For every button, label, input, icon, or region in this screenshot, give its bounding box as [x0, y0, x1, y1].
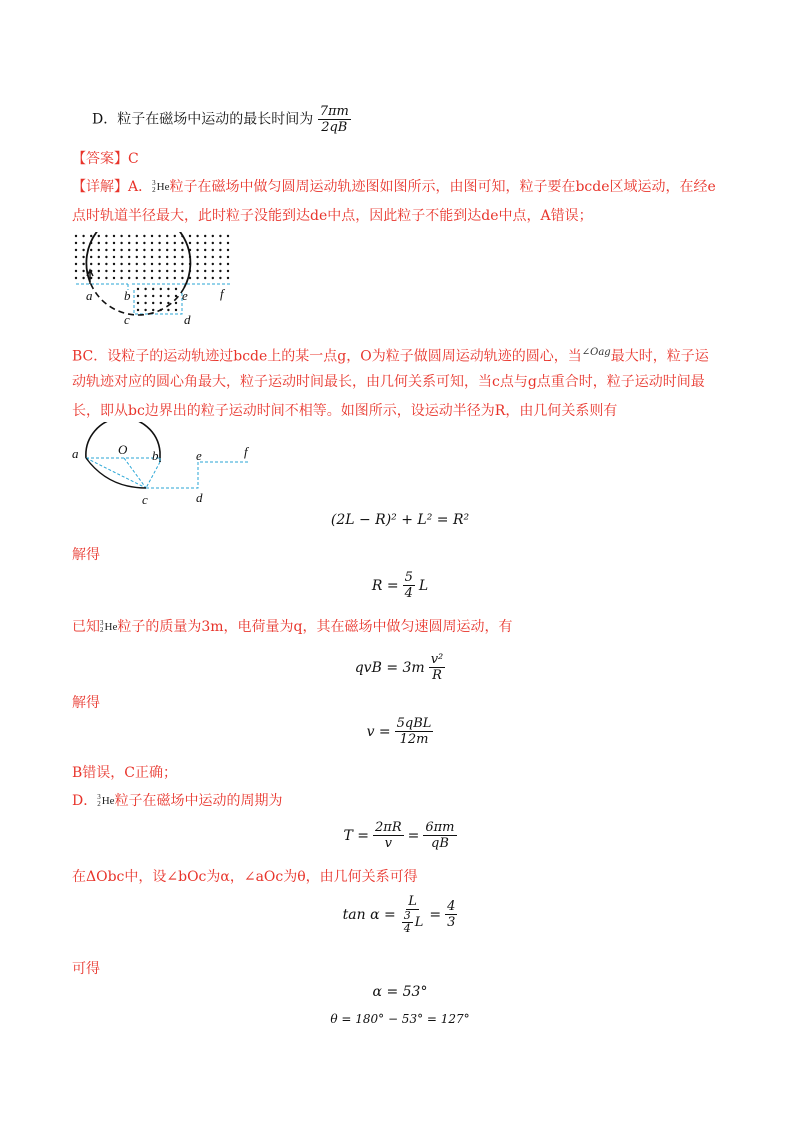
field-dot — [144, 295, 146, 297]
eq2-den: 4 — [404, 586, 413, 601]
field-dot — [167, 288, 169, 290]
field-dot — [136, 249, 138, 251]
field-dot — [204, 235, 206, 237]
option-d-den: 2qB — [321, 120, 348, 135]
eq2-tail: L — [418, 577, 429, 594]
field-dot — [75, 277, 77, 279]
helium-isotope-2 — [100, 614, 117, 640]
fig1-label-b: b — [124, 288, 131, 303]
fig1-label-e: e — [182, 288, 188, 303]
field-dot — [113, 270, 115, 272]
field-dot — [174, 249, 176, 251]
field-dot — [128, 242, 130, 244]
field-dot — [98, 242, 100, 244]
field-dot — [158, 256, 160, 258]
field-dot — [120, 242, 122, 244]
field-dot — [143, 235, 145, 237]
eq6-mid: = — [429, 906, 442, 923]
field-dot — [144, 302, 146, 304]
equation-1: (2L − R)² + L² = R² — [330, 512, 470, 528]
eq4-num: 5qBL — [396, 716, 432, 731]
field-dot — [227, 242, 229, 244]
field-dot — [204, 249, 206, 251]
field-dot — [120, 263, 122, 265]
field-dot — [143, 270, 145, 272]
field-dot — [158, 249, 160, 251]
field-dot — [75, 242, 77, 244]
eq5-den2: qB — [431, 836, 449, 851]
field-dot — [158, 277, 160, 279]
eq6-den-num: 3 — [403, 909, 411, 922]
field-dot — [143, 263, 145, 265]
eq6-den-tail: L — [414, 915, 424, 930]
field-dot — [151, 256, 153, 258]
field-dot — [219, 249, 221, 251]
detail-a-line2: 点时轨道半径最大，此时粒子没能到达de中点，因此粒子不能到达de中点，A错误； — [72, 208, 593, 224]
field-dot — [227, 270, 229, 272]
field-dot — [136, 235, 138, 237]
field-dot — [174, 235, 176, 237]
option-d-fraction — [318, 104, 351, 135]
field-dot — [151, 242, 153, 244]
field-dot — [160, 295, 162, 297]
field-dot — [136, 270, 138, 272]
field-dot — [181, 249, 183, 251]
field-dot — [82, 277, 84, 279]
field-dot — [174, 270, 176, 272]
field-dot — [212, 242, 214, 244]
field-dot — [98, 235, 100, 237]
equation-2 — [0, 570, 800, 601]
fig2-label-f: f — [244, 444, 248, 459]
field-dot — [158, 242, 160, 244]
field-dot — [167, 295, 169, 297]
iso-charge-2: 2 — [100, 626, 104, 634]
field-dot — [212, 263, 214, 265]
field-dot — [152, 302, 154, 304]
field-dot — [166, 270, 168, 272]
field-dot — [120, 270, 122, 272]
fig2-label-O: O — [118, 442, 128, 457]
field-dot — [75, 235, 77, 237]
field-dot — [82, 256, 84, 258]
eq6-num: L — [408, 894, 417, 909]
field-dot — [166, 277, 168, 279]
field-dot — [144, 309, 146, 311]
field-dot — [113, 242, 115, 244]
field-dot — [160, 288, 162, 290]
bc-line1a: BC．设粒子的运动轨迹过bcde上的某一点g，O为粒子做圆周运动轨迹的圆心，当 — [72, 348, 582, 365]
eq4-lhs: v = — [366, 723, 391, 740]
field-dot — [212, 277, 214, 279]
field-dot — [166, 242, 168, 244]
field-dot — [219, 242, 221, 244]
equation-5 — [0, 820, 800, 851]
detail-a — [72, 174, 732, 200]
eq6-den-den: 4 — [403, 922, 411, 935]
field-dot — [128, 235, 130, 237]
field-dot — [151, 277, 153, 279]
field-dot — [105, 277, 107, 279]
iso-mass: 3 — [152, 179, 156, 187]
iso-symbol-3: He — [101, 795, 115, 807]
eq2-lhs: R = — [371, 577, 399, 594]
field-dot — [166, 235, 168, 237]
fig2-label-b: b — [152, 448, 159, 463]
eq6-den2: 3 — [447, 915, 456, 930]
field-dot — [204, 242, 206, 244]
bc-line1c: 最大时，粒子运 — [610, 348, 709, 365]
eq5-mid: = — [407, 827, 420, 844]
d-line-post: 粒子在磁场中运动的周期为 — [114, 793, 283, 809]
field-dot — [181, 242, 183, 244]
field-dot — [90, 263, 92, 265]
known-line — [72, 614, 732, 640]
field-dot — [175, 302, 177, 304]
field-dot — [166, 263, 168, 265]
helium-isotope — [152, 174, 169, 200]
fig1-label-d: d — [184, 312, 191, 327]
field-dot — [181, 277, 183, 279]
d-line-pre: D． — [72, 793, 98, 809]
field-dot — [212, 235, 214, 237]
field-dot — [151, 263, 153, 265]
eq3-num: v² — [430, 652, 444, 667]
fig2-label-e: e — [196, 448, 202, 463]
field-dot — [105, 249, 107, 251]
field-dot — [212, 249, 214, 251]
figure-geometry-2 — [68, 422, 268, 508]
solve-label-1: 解得 — [72, 547, 100, 563]
equation-3 — [0, 652, 800, 683]
field-dot — [120, 256, 122, 258]
fig1-label-c: c — [124, 312, 130, 327]
field-dot — [98, 263, 100, 265]
field-dot — [75, 249, 77, 251]
field-dot — [98, 277, 100, 279]
field-dot — [174, 263, 176, 265]
field-dot — [136, 263, 138, 265]
field-dot — [128, 249, 130, 251]
field-dot — [137, 302, 139, 304]
angle-oag: ∠Oag — [581, 347, 611, 358]
equation-6 — [0, 894, 800, 935]
eq4-den: 12m — [399, 732, 429, 747]
field-dot — [136, 277, 138, 279]
iso-symbol: He — [156, 181, 170, 193]
field-dot — [174, 256, 176, 258]
field-dot — [90, 249, 92, 251]
field-dot — [166, 249, 168, 251]
field-dot — [219, 270, 221, 272]
bc-line2: 动轨迹对应的圆心角最大，粒子运动时间最长，由几何关系可知，当c点与g点重合时，粒子运动时间最 — [72, 374, 705, 390]
field-dot — [82, 235, 84, 237]
field-dot — [143, 256, 145, 258]
field-dot — [158, 235, 160, 237]
field-dot — [128, 256, 130, 258]
field-dot — [113, 256, 115, 258]
iso-symbol-2: He — [104, 621, 118, 633]
eq3-lhs: qvB = 3m — [354, 659, 425, 676]
field-dot — [128, 277, 130, 279]
field-dot — [120, 277, 122, 279]
field-dot — [113, 277, 115, 279]
field-dot — [128, 263, 130, 265]
field-dot — [82, 249, 84, 251]
field-dot — [143, 242, 145, 244]
fig1-label-a: a — [86, 288, 93, 303]
field-dot — [75, 263, 77, 265]
field-dot — [105, 235, 107, 237]
field-dot — [204, 277, 206, 279]
field-dot — [219, 277, 221, 279]
b-wrong-line: B错误，C正确； — [72, 765, 177, 781]
equation-7: α = 53° — [372, 984, 428, 1000]
triangle-line: 在ΔObc中，设∠bOc为α，∠aOc为θ，由几何关系可得 — [72, 869, 418, 885]
known-post: 粒子的质量为3m，电荷量为q，其在磁场中做匀速圆周运动，有 — [117, 619, 513, 635]
field-dot — [143, 249, 145, 251]
eq2-num: 5 — [404, 570, 413, 585]
field-dot — [137, 288, 139, 290]
field-dot — [151, 249, 153, 251]
helium-isotope-3 — [97, 788, 114, 814]
field-dot — [105, 263, 107, 265]
eq5-den1: v — [384, 836, 392, 851]
field-dot — [151, 235, 153, 237]
field-dot — [137, 309, 139, 311]
field-dot — [152, 295, 154, 297]
field-dot — [82, 263, 84, 265]
field-dot — [75, 270, 77, 272]
field-dot — [113, 263, 115, 265]
fig2-label-c: c — [142, 492, 148, 507]
field-dot — [196, 235, 198, 237]
iso-charge: 2 — [152, 186, 156, 194]
bc-line1 — [72, 340, 732, 370]
field-dot — [105, 270, 107, 272]
eq5-num1: 2πR — [375, 820, 402, 835]
iso-charge-3: 2 — [97, 800, 101, 808]
option-d-text: D．粒子在磁场中运动的最长时间为 — [92, 111, 314, 128]
eq6-den — [400, 910, 426, 935]
field-dot — [189, 235, 191, 237]
field-dot — [98, 270, 100, 272]
eq5-lhs: T = — [343, 827, 370, 844]
field-dot — [90, 256, 92, 258]
field-dot — [175, 309, 177, 311]
field-dot — [175, 288, 177, 290]
field-dot — [212, 270, 214, 272]
field-dot — [219, 235, 221, 237]
field-dot — [158, 270, 160, 272]
d-line — [72, 788, 283, 814]
field-dot — [204, 256, 206, 258]
solve-label-2: 解得 — [72, 695, 100, 711]
field-dot — [167, 309, 169, 311]
field-dot — [181, 270, 183, 272]
field-dot — [174, 277, 176, 279]
fig2-label-a: a — [72, 446, 79, 461]
field-dot — [166, 256, 168, 258]
field-dot — [227, 235, 229, 237]
detail-label: 【详解】A． — [72, 179, 153, 195]
field-dot — [113, 235, 115, 237]
field-dot — [219, 256, 221, 258]
field-dot — [181, 256, 183, 258]
field-dot — [227, 277, 229, 279]
field-dot — [105, 242, 107, 244]
field-dot — [204, 263, 206, 265]
field-dot — [137, 295, 139, 297]
equation-4 — [0, 716, 800, 747]
field-dot — [98, 249, 100, 251]
eq5-num2: 6πm — [425, 820, 455, 835]
field-dot — [196, 277, 198, 279]
field-dot — [196, 263, 198, 265]
field-dot — [227, 249, 229, 251]
field-dot — [212, 256, 214, 258]
field-dot — [227, 263, 229, 265]
field-dot — [196, 242, 198, 244]
field-dot — [75, 256, 77, 258]
field-dot — [82, 270, 84, 272]
detail-a-line1: 粒子在磁场中做匀圆周运动轨迹图如图所示，由图可知，粒子要在bcde区域运动，在经e — [169, 179, 716, 195]
eq6-num2: 4 — [447, 899, 456, 914]
equation-8: θ = 180° − 53° = 127° — [330, 1012, 470, 1026]
field-dot — [120, 249, 122, 251]
eq6-lhs: tan α = — [342, 906, 396, 923]
field-dot — [105, 256, 107, 258]
field-dot — [152, 309, 154, 311]
field-dot — [160, 302, 162, 304]
option-d — [92, 104, 351, 135]
known-pre: 已知 — [72, 619, 100, 635]
field-dot — [158, 263, 160, 265]
fig1-label-f: f — [220, 286, 224, 301]
field-dot — [113, 249, 115, 251]
field-dot — [136, 256, 138, 258]
field-dot — [151, 270, 153, 272]
answer-line: 【答案】C — [72, 151, 139, 167]
bc-line3: 长，即从bc边界出的粒子运动时间不相等。如图所示，设运动半径为R，由几何关系则有 — [72, 403, 618, 419]
field-dot — [144, 288, 146, 290]
field-dot — [128, 270, 130, 272]
iso-mass-3: 3 — [97, 793, 101, 801]
field-dot — [196, 256, 198, 258]
field-dot — [227, 256, 229, 258]
field-dot — [143, 277, 145, 279]
fig2-label-d: d — [196, 490, 203, 505]
field-dot — [152, 288, 154, 290]
result-label: 可得 — [72, 961, 100, 977]
field-dot — [90, 235, 92, 237]
field-dot — [196, 270, 198, 272]
field-dot — [219, 263, 221, 265]
figure-magnetic-field-1 — [72, 232, 242, 332]
field-dot — [196, 249, 198, 251]
field-dot — [136, 242, 138, 244]
field-dot — [181, 263, 183, 265]
field-dot — [98, 256, 100, 258]
field-dot — [120, 235, 122, 237]
iso-mass-2: 3 — [100, 619, 104, 627]
eq3-den: R — [432, 668, 442, 683]
field-dot — [189, 242, 191, 244]
option-d-num: 7πm — [319, 104, 349, 119]
field-dot — [174, 242, 176, 244]
field-dot — [204, 270, 206, 272]
field-dot — [167, 302, 169, 304]
field-dot — [82, 242, 84, 244]
